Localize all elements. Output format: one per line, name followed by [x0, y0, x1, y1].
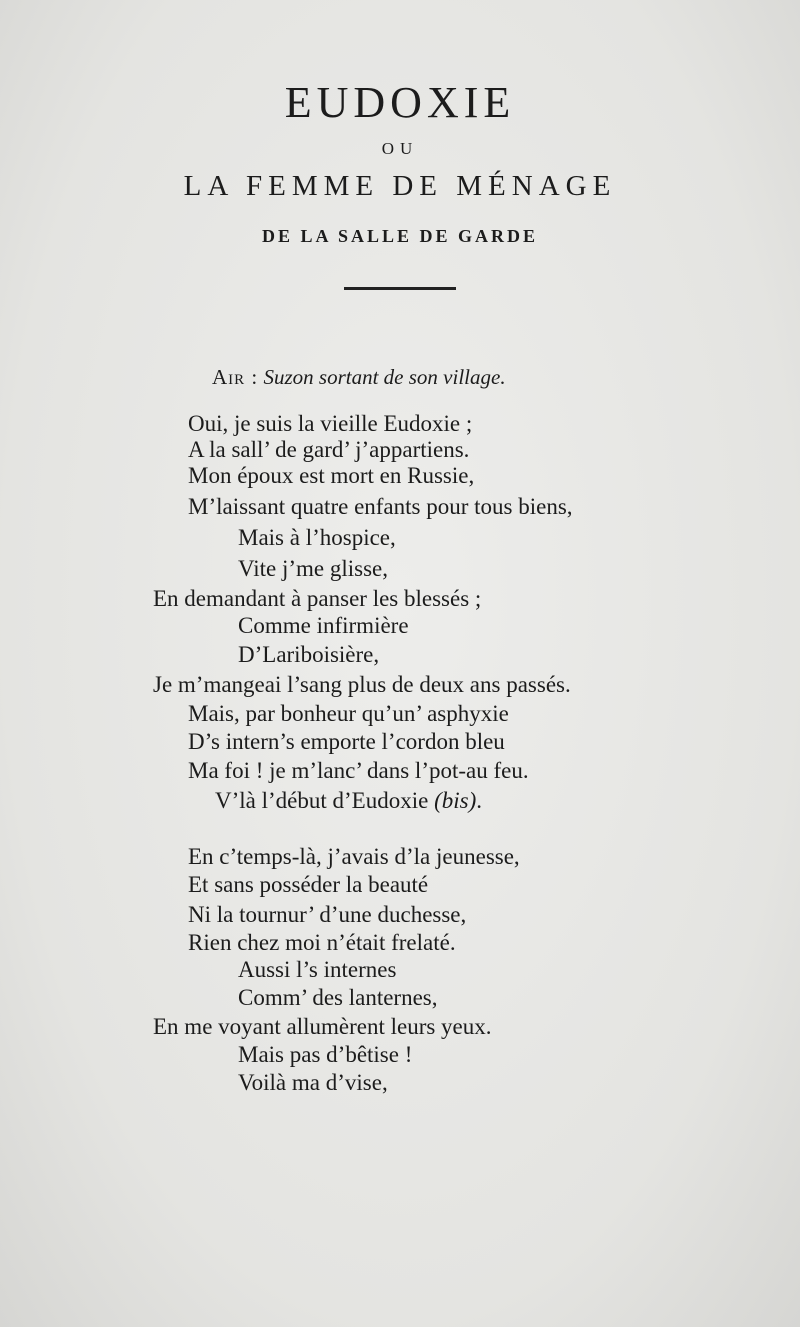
verse-line: A la sall’ de gard’ j’appartiens. [188, 437, 470, 462]
verse-line: Oui, je suis la vieille Eudoxie ; [188, 411, 473, 436]
verse-line: Comm’ des lanternes, [238, 985, 438, 1010]
verse-line: Je m’mangeai l’sang plus de deux ans passés. [153, 672, 571, 697]
air-tune: Suzon sortant de son village. [263, 365, 506, 389]
verse-line: Ni la tournur’ d’une duchesse, [188, 902, 467, 927]
verse-line: Mais pas d’bêtise ! [238, 1042, 413, 1067]
verse-line: Mon époux est mort en Russie, [188, 463, 475, 488]
verse-line: En me voyant allumèrent leurs yeux. [153, 1014, 492, 1039]
title-rule [344, 287, 456, 290]
song-subtitle: LA FEMME DE MÉNAGE [183, 170, 617, 202]
tune-indication [212, 365, 506, 390]
verse-line: D’s intern’s emporte l’cordon bleu [188, 729, 505, 754]
refrain-end: . [476, 788, 482, 813]
air-label: Air : [212, 365, 259, 389]
song-subsubtitle: DE LA SALLE DE GARDE [261, 226, 539, 246]
verse-line: Voilà ma d’vise, [238, 1070, 388, 1095]
bis-marker: (bis) [434, 788, 477, 813]
verse-line: En c’temps-là, j’avais d’la jeunesse, [188, 844, 520, 869]
verse-line: Et sans posséder la beauté [188, 872, 429, 897]
refrain-line [215, 787, 482, 815]
verse-line: Aussi l’s internes [238, 957, 397, 982]
verse-line: Ma foi ! je m’lanc’ dans l’pot-au feu. [188, 758, 529, 783]
verse-line: M’laissant quatre enfants pour tous biens, [188, 494, 573, 519]
refrain-text: V’là l’début d’Eudoxie [215, 788, 429, 813]
verse-line: En demandant à panser les blessés ; [153, 586, 482, 611]
title-conjunction: OU [381, 139, 419, 158]
verse-line: Vite j’me glisse, [238, 556, 389, 581]
verse-line: D’Lariboisière, [238, 642, 380, 667]
song-title: EUDOXIE [284, 78, 516, 127]
verse-line: Mais, par bonheur qu’un’ asphyxie [188, 701, 509, 726]
verse-line: Comme infirmière [238, 613, 409, 638]
verse-line: Rien chez moi n’était frelaté. [188, 930, 456, 955]
verse-line: Mais à l’hospice, [238, 525, 396, 550]
